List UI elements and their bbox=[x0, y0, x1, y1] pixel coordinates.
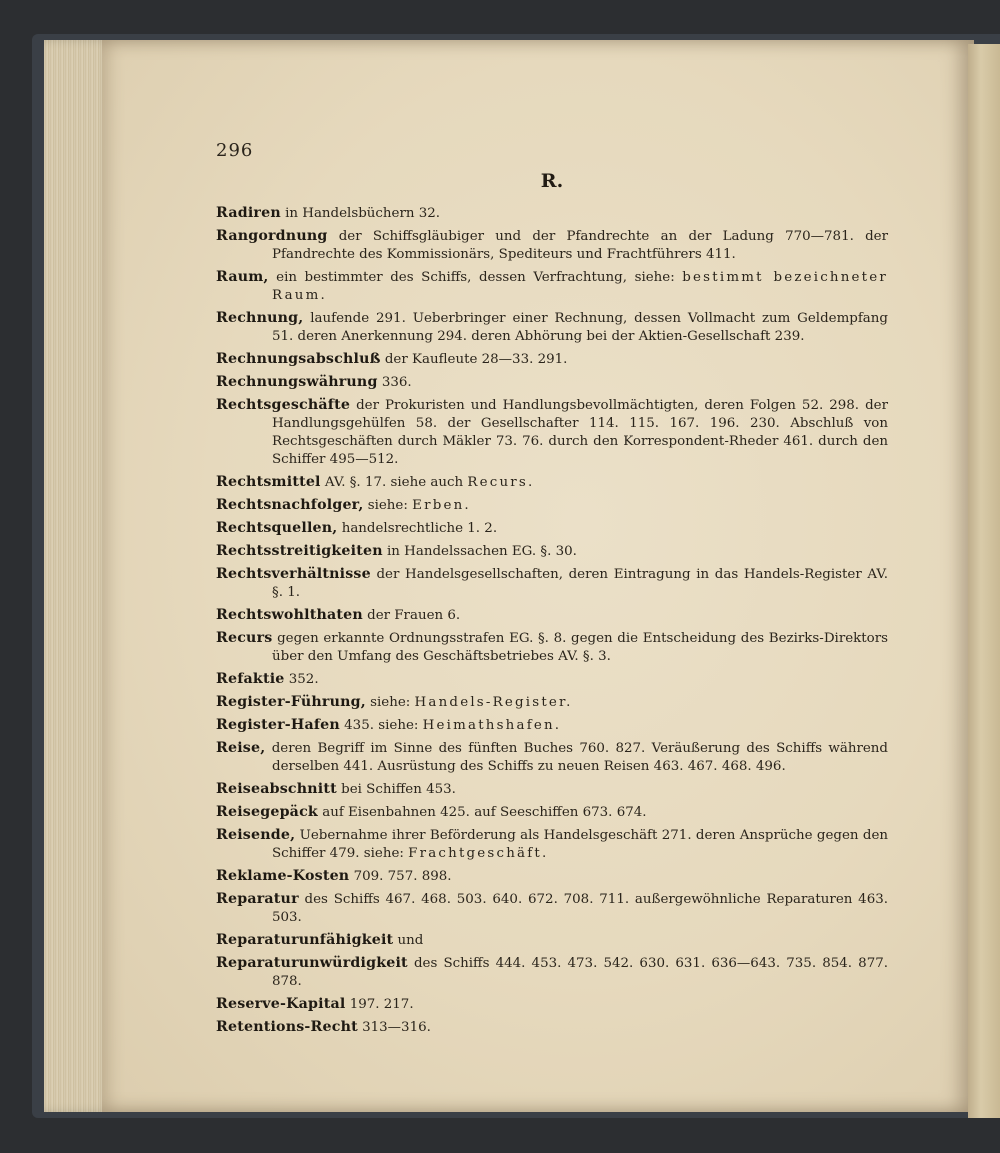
index-entry bbox=[216, 716, 888, 735]
index-entry bbox=[216, 995, 888, 1014]
entry-headword: Reparaturunfähigkeit bbox=[216, 932, 394, 948]
entry-headword: Reiseabschnitt bbox=[216, 781, 337, 797]
index-entry bbox=[216, 629, 888, 666]
index-entry bbox=[216, 350, 888, 369]
entry-headword: Rechnungsabschluß bbox=[216, 351, 381, 367]
entry-text: gegen erkannte Ordnungsstrafen EG. §. 8. gegen die Entscheidung des Bezirks-Direktors über den Umfang des Geschäftsbetriebes AV. §. 3. bbox=[272, 631, 888, 664]
entry-text: Uebernahme ihrer Beförderung als Handelsgeschäft 271. deren Ansprüche gegen den Schiffer 479. siehe: bbox=[272, 828, 888, 861]
entry-text: 435. siehe: bbox=[339, 718, 423, 733]
entry-headword: Radiren bbox=[216, 205, 281, 221]
entry-cross-reference: Recurs. bbox=[467, 475, 535, 490]
entry-headword: Refaktie bbox=[216, 671, 285, 687]
entry-headword: Reparaturunwürdigkeit bbox=[216, 955, 408, 971]
entry-headword: Reserve-Kapital bbox=[216, 996, 346, 1012]
entry-text: auf Eisenbahnen 425. auf Seeschiffen 673. 674. bbox=[317, 805, 647, 820]
entry-headword: Rechtsstreitigkeiten bbox=[216, 543, 383, 559]
entry-headword: Rangordnung bbox=[216, 228, 328, 244]
entry-headword: Reparatur bbox=[216, 891, 299, 907]
index-entry bbox=[216, 268, 888, 305]
index-entry bbox=[216, 693, 888, 712]
index-entry bbox=[216, 473, 888, 492]
entry-headword: Rechtswohlthaten bbox=[216, 607, 363, 623]
entry-headword: Reisende, bbox=[216, 827, 296, 843]
entry-headword: Raum, bbox=[216, 269, 269, 285]
index-entry bbox=[216, 309, 888, 346]
entry-cross-reference: Frachtgeschäft. bbox=[408, 846, 549, 861]
entry-text: der Schiffsgläubiger und der Pfandrechte an der Ladung 770—781. der Pfandrechte des Kommissionärs, Spediteurs und Frachtführers 411. bbox=[272, 229, 888, 262]
entry-headword: Reklame-Kosten bbox=[216, 868, 350, 884]
index-entry bbox=[216, 803, 888, 822]
entry-text: siehe: bbox=[363, 498, 413, 513]
index-entry bbox=[216, 670, 888, 689]
entry-text: AV. §. 17. siehe auch bbox=[320, 475, 468, 490]
entry-text: der Prokuristen und Handlungsbevollmächtigten, deren Folgen 52. 298. der Handlungsgehülfen 58. der Gesellschafter 114. 115. 167. 196. 230. Abschluß von Rechtsgeschäften durch Mäkler 73. 76. durch den Korrespondent-Rheder 461. durch den Schiffer 495—512. bbox=[272, 398, 888, 467]
entry-text: 197. 217. bbox=[345, 997, 414, 1012]
entry-headword: Reisegepäck bbox=[216, 804, 318, 820]
entry-text: in Handelssachen EG. §. 30. bbox=[382, 544, 577, 559]
entry-headword: Rechtsmittel bbox=[216, 474, 321, 490]
entry-headword: Rechtsnachfolger, bbox=[216, 497, 364, 513]
entry-text: siehe: bbox=[365, 695, 415, 710]
entry-text: der Kaufleute 28—33. 291. bbox=[380, 352, 568, 367]
entry-cross-reference: bestimmt bezeichneter Raum. bbox=[272, 270, 888, 303]
page-number: 296 bbox=[216, 140, 254, 161]
page-content bbox=[216, 140, 888, 1035]
entry-text: des Schiffs 467. 468. 503. 640. 672. 708. 711. außergewöhnliche Reparaturen 463. 503. bbox=[272, 892, 888, 925]
entry-text: handelsrechtliche 1. 2. bbox=[337, 521, 498, 536]
index-entry bbox=[216, 227, 888, 264]
entry-headword: Recurs bbox=[216, 630, 273, 646]
index-entry bbox=[216, 204, 888, 223]
entry-text: laufende 291. Ueberbringer einer Rechnung, dessen Vollmacht zum Geldempfang 51. deren Anerkennung 294. deren Abhörung bei der Aktien-Gesellschaft 239. bbox=[272, 311, 888, 344]
index-entries bbox=[216, 204, 888, 1041]
index-entry bbox=[216, 1018, 888, 1037]
entry-cross-reference: Erben. bbox=[412, 498, 471, 513]
entry-headword: Rechtsgeschäfte bbox=[216, 397, 351, 413]
entry-text: 352. bbox=[284, 672, 319, 687]
entry-headword: Rechnungswährung bbox=[216, 374, 378, 390]
entry-text: der Handelsgesellschaften, deren Eintragung in das Handels-Register AV. §. 1. bbox=[272, 567, 888, 600]
entry-headword: Reise, bbox=[216, 740, 266, 756]
index-entry bbox=[216, 565, 888, 602]
index-entry bbox=[216, 890, 888, 927]
entry-text: in Handelsbüchern 32. bbox=[280, 206, 441, 221]
index-entry bbox=[216, 931, 888, 950]
entry-text: und bbox=[393, 933, 424, 948]
index-entry bbox=[216, 826, 888, 863]
entry-text: 336. bbox=[377, 375, 412, 390]
entry-headword: Rechtsquellen, bbox=[216, 520, 338, 536]
entry-text: des Schiffs 444. 453. 473. 542. 630. 631. 636—643. 735. 854. 877. 878. bbox=[272, 956, 888, 989]
index-entry bbox=[216, 780, 888, 799]
entry-text: ein bestimmter des Schiffs, dessen Verfrachtung, siehe: bbox=[268, 270, 683, 285]
entry-text: deren Begriff im Sinne des fünften Buches 760. 827. Veräußerung des Schiffs während derselben 441. Ausrüstung des Schiffs zu neuen Reisen 463. 467. 468. 496. bbox=[265, 741, 888, 774]
index-entry bbox=[216, 606, 888, 625]
index-entry bbox=[216, 739, 888, 776]
section-letter: R. bbox=[540, 170, 564, 192]
index-entry bbox=[216, 954, 888, 991]
entry-headword: Register-Hafen bbox=[216, 717, 340, 733]
entry-headword: Rechnung, bbox=[216, 310, 304, 326]
entry-text: 313—316. bbox=[357, 1020, 431, 1035]
index-entry bbox=[216, 373, 888, 392]
entry-headword: Retentions-Recht bbox=[216, 1019, 358, 1035]
entry-headword: Rechtsverhältnisse bbox=[216, 566, 371, 582]
index-entry bbox=[216, 496, 888, 515]
entry-text: 709. 757. 898. bbox=[349, 869, 452, 884]
entry-text: der Frauen 6. bbox=[362, 608, 461, 623]
entry-cross-reference: Handels-Register. bbox=[414, 695, 573, 710]
index-entry bbox=[216, 867, 888, 886]
facing-page-edge bbox=[968, 44, 1000, 1118]
entry-headword: Register-Führung, bbox=[216, 694, 366, 710]
index-entry bbox=[216, 519, 888, 538]
index-entry bbox=[216, 542, 888, 561]
index-entry bbox=[216, 396, 888, 469]
entry-cross-reference: Heimathshafen. bbox=[422, 718, 562, 733]
entry-text: bei Schiffen 453. bbox=[336, 782, 456, 797]
